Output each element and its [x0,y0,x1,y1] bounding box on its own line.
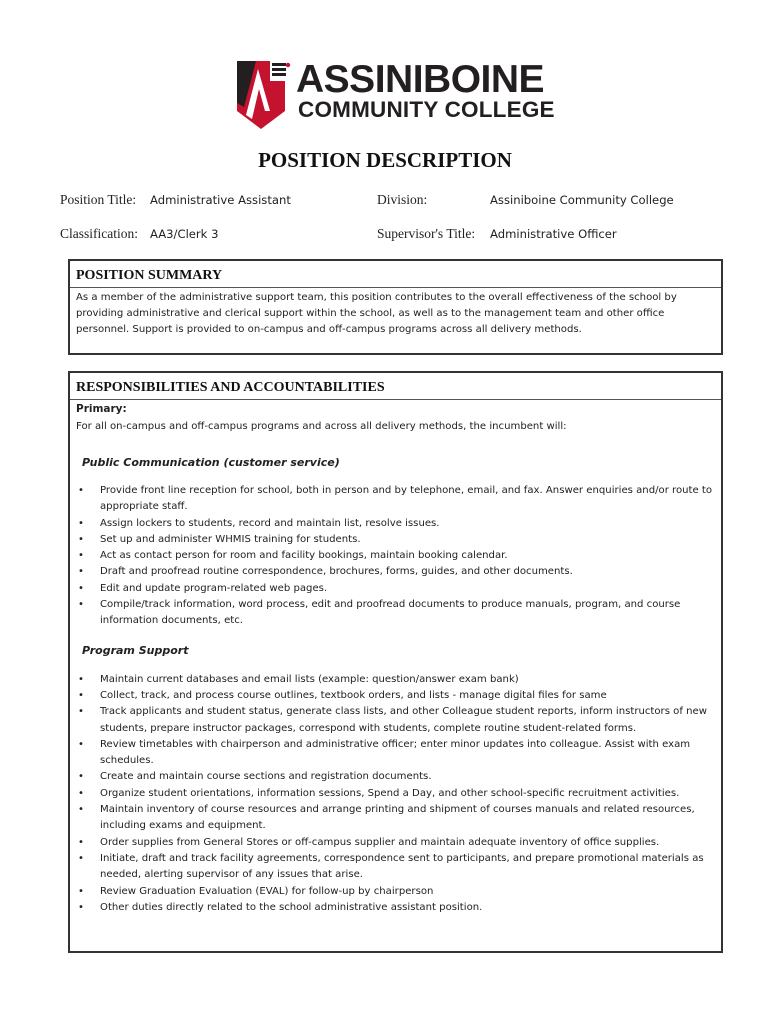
list-item: • Collect, track, and process course outlines, textbook orders, and lists - manage digital files for same [76,688,715,704]
bullet-icon: • [78,787,84,799]
list-item: • Set up and administer WHMIS training for students. [76,532,715,548]
list-item: • Initiate, draft and track facility agreements, correspondence sent to participants, and prepare promotional materials as needed, alerting supervisor of any issues that arise. [76,851,715,884]
list-item: • Organize student orientations, information sessions, Spend a Day, and other school-specific recruitment activities. [76,786,715,802]
document-title: POSITION DESCRIPTION [258,148,512,172]
division-label: Division: [377,192,428,207]
bullet-icon: • [78,771,84,783]
position-summary-text: As a member of the administrative support team, this position contributes to the overall effectiveness of the school by providing administrative and clerical support within the school, as well as to the management team and other office personnel. Support is provided to on-campus and off-campus programs across all delivery methods. [76,292,677,335]
college-crest-icon [234,59,292,131]
bullet-icon: • [78,550,84,562]
logo-wordmark-line2: COMMUNITY COLLEGE [298,97,555,122]
position-title-value: Administrative Assistant [150,193,291,207]
bullet-icon: • [78,852,84,864]
classification-value: AA3/Clerk 3 [150,227,219,241]
list-item: • Edit and update program-related web pages. [76,581,715,597]
list-item: • Review timetables with chairperson and administrative officer; enter minor updates into colleague. Assist with exam schedules. [76,737,715,770]
position-summary-heading: POSITION SUMMARY [70,261,721,288]
bullet-icon: • [78,599,84,611]
supervisor-title-value: Administrative Officer [490,227,617,241]
list-item: • Create and maintain course sections and registration documents. [76,769,715,785]
list-item: • Maintain current databases and email lists (example: question/answer exam bank) [76,672,715,688]
list-item: • Provide front line reception for school, both in person and by telephone, email, and fax. Answer enquiries and/or route to appropriate staff. [76,483,715,516]
position-title-label: Position Title: [60,192,137,207]
bullet-icon: • [78,836,84,848]
position-summary-box [68,259,723,355]
bullet-icon: • [78,673,84,685]
bullet-icon: • [78,885,84,897]
responsibilities-heading: RESPONSIBILITIES AND ACCOUNTABILITIES [70,373,721,400]
list-item: • Other duties directly related to the school administrative assistant position. [76,900,715,916]
bullet-icon: • [78,566,84,578]
bullet-icon: • [78,582,84,594]
supervisor-title-label: Supervisor's Title: [377,226,476,241]
program-support-list [76,672,715,916]
bullet-icon: • [78,804,84,816]
bullet-icon: • [78,738,84,750]
classification-label: Classification: [60,226,138,241]
list-item: • Track applicants and student status, generate class lists, and other Colleague student reports, inform instructors of new students, prepare instructor packages, correspond with students, complete routine student-related forms. [76,704,715,737]
division-value: Assiniboine Community College [490,193,674,207]
responsibilities-box [68,371,723,953]
bullet-icon: • [78,533,84,545]
bullet-icon: • [78,517,84,529]
responsibilities-intro: For all on-campus and off-campus programs and across all delivery methods, the incumbent will: [76,421,567,432]
bullet-icon: • [78,706,84,718]
public-communication-list [76,483,715,630]
section-title-program-support: Program Support [82,643,189,657]
list-item: • Order supplies from General Stores or off-campus supplier and maintain adequate inventory of office supplies. [76,835,715,851]
list-item: • Assign lockers to students, record and maintain list, resolve issues. [76,516,715,532]
primary-label: Primary: [76,403,127,415]
list-item: • Act as contact person for room and facility bookings, maintain booking calendar. [76,548,715,564]
bullet-icon: • [78,689,84,701]
bullet-icon: • [78,485,84,496]
logo-wordmark-line1: ASSINIBOINE [296,58,545,101]
list-item: • Compile/track information, word process, edit and proofread documents to produce manuals, program, and course information documents, etc. [76,597,715,630]
list-item: • Maintain inventory of course resources and arrange printing and shipment of courses manuals and related resources, including exams and equipment. [76,802,715,835]
college-logo [234,59,564,131]
list-item: • Review Graduation Evaluation (EVAL) for follow-up by chairperson [76,884,715,900]
section-title-public-communication: Public Communication (customer service) [82,456,340,469]
bullet-icon: • [78,901,84,913]
list-item: • Draft and proofread routine correspondence, brochures, forms, guides, and other documents. [76,564,715,580]
